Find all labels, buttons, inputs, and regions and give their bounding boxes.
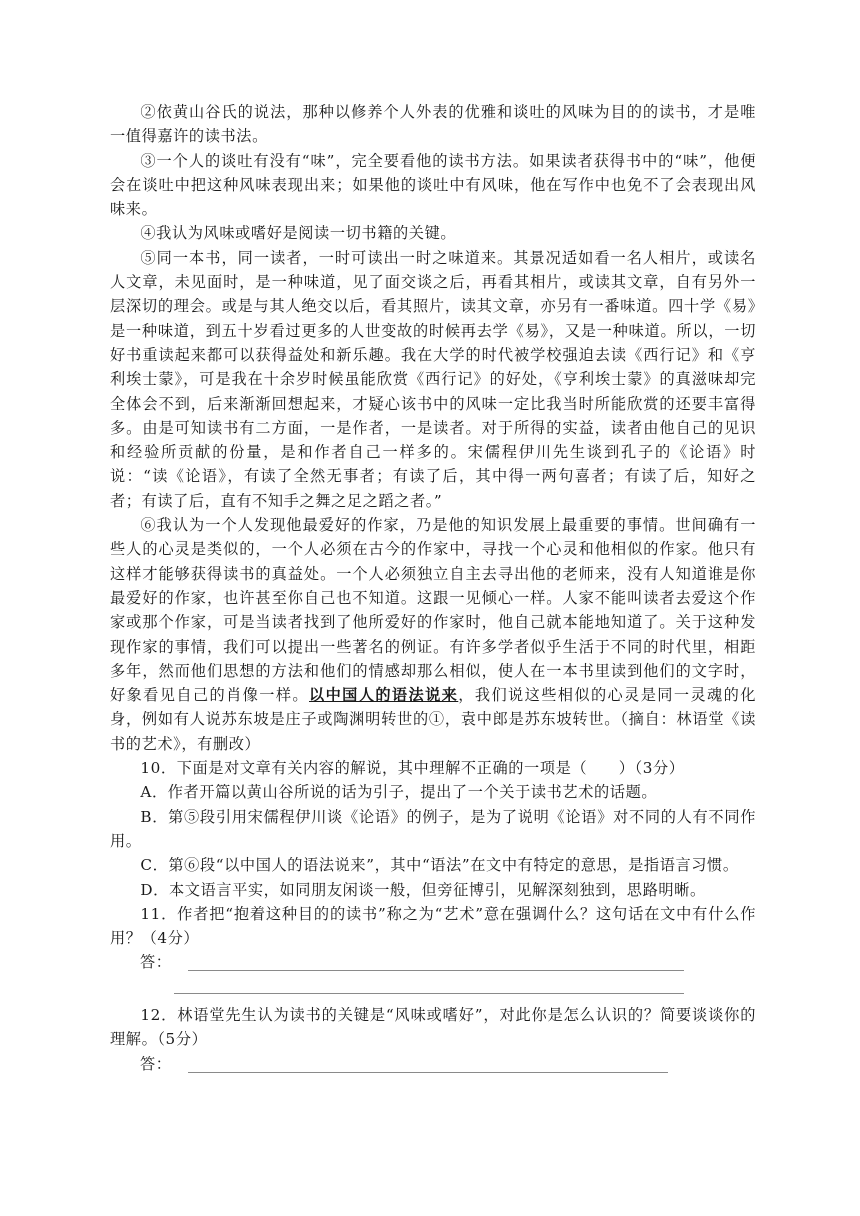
answer-line[interactable] (188, 970, 684, 971)
question-10-option-b: B．第⑤段引用宋儒程伊川谈《论语》的例子，是为了说明《论语》对不同的人有不同作用。 (110, 807, 756, 850)
answer-label: 答： (140, 1054, 172, 1073)
underlined-phrase: 以中国人的语法说来 (309, 686, 459, 705)
question-10-option-a: A．作者开篇以黄山谷所说的话为引子，提出了一个关于读书艺术的话题。 (140, 783, 658, 802)
question-10-option-d: D．本文语言平实，如同朋友闲谈一般，但旁征博引，见解深刻独到，思路明晰。 (140, 880, 706, 899)
question-11-stem: 11．作者把“抱着这种目的的读书”称之为“艺术”意在强调什么？这句话在文中有什么作用？（4分） (110, 904, 756, 948)
question-11-answer-row (110, 950, 756, 974)
paragraph-4: ④我认为风味或嗜好是阅读一切书籍的关键。 (140, 224, 457, 243)
question-10-option-c: C．第⑥段“以中国人的语法说来”，其中“语法”在文中有特定的意思，是指语言习惯。 (140, 856, 739, 875)
paragraph-6-text-a: ⑥我认为一个人发现他最爱好的作家，乃是他的知识发展上最重要的事情。世间确有一些人的心灵是类似的，一个人必须在古今的作家中，寻找一个心灵和他相似的作家。他只有这样才能够获得读书的真益处。一个人必须独立自主去寻出他的老师来，没有人知道谁是你最爱好的作家，也许甚至你自己也不知道。这跟一见倾心一样。人家不能叫读者去爱这个作家或那个作家，可是当读者找到了他所爱好的作家时，他自己就本能地知道了。关于这种发现作家的事情，我们可以提出一些著名的例证。有许多学者似乎生活于不同的时代里，相距多年，然而他们思想的方法和他们的情感却那么相似，使人在一本书里读到他们的文字时，好象看见自己的肖像一样。 (110, 516, 756, 705)
question-11-answer-row-2 (110, 975, 756, 999)
paragraph-3: ③一个人的谈吐有没有“味”，完全要看他的读书方法。如果读者获得书中的“味”，他便会在谈吐中把这种风味表现出来；如果他的谈吐中有风味，他在写作中也免不了会表现出风味来。 (110, 151, 756, 219)
answer-line[interactable] (174, 993, 684, 994)
answer-line[interactable] (188, 1072, 668, 1073)
question-12-stem: 12．林语堂先生认为读书的关键是“风味或嗜好”，对此你是怎么认识的？简要谈谈你的理解。（5分） (110, 1005, 756, 1049)
question-12-answer-row (110, 1052, 756, 1076)
paragraph-6-text-b: ，我们说这些相似的心灵是同一灵魂的化身，例如有人说苏东坡是庄子或陶渊明转世的①，袁中郎是苏东坡转世。（摘自：林语堂《读书的艺术》，有删改） (110, 686, 756, 753)
paragraph-2: ②依黄山谷氏的说法，那种以修养个人外表的优雅和谈吐的风味为目的的读书，才是唯一值得嘉许的读书法。 (110, 103, 756, 146)
document-page (110, 100, 756, 1076)
paragraph-5: ⑤同一本书，同一读者，一时可读出一时之味道来。其景况适如看一名人相片，或读名人文章，未见面时，是一种味道，见了面交谈之后，再看其相片，或读其文章，自有另外一层深切的理会。或是与其人绝交以后，看其照片，读其文章，亦另有一番味道。四十学《易》是一种味道，到五十岁看过更多的人世变故的时候再去学《易》，又是一种味道。所以，一切好书重读起来都可以获得益处和新乐趣。我在大学的时代被学校强迫去读《西行记》和《亨利埃士蒙》，可是我在十余岁时候虽能欣赏《西行记》的好处，《亨利埃士蒙》的真滋味却完全体会不到，后来渐渐回想起来，才疑心该书中的风味一定比我当时所能欣赏的还要丰富得多。由是可知读书有二方面，一是作者，一是读者。对于所得的实益，读者由他自己的见识和经验所贡献的份量，是和作者自己一样多的。宋儒程伊川先生谈到孔子的《论语》时说：“读《论语》，有读了全然无事者；有读了后，其中得一两句喜者；有读了后，知好之者；有读了后，直有不知手之舞之足之蹈之者。” (110, 248, 756, 510)
paragraph-6 (110, 513, 756, 756)
question-10-stem: 10．下面是对文章有关内容的解说，其中理解不正确的一项是（ ）（3分） (140, 759, 685, 778)
answer-label: 答： (140, 953, 172, 972)
